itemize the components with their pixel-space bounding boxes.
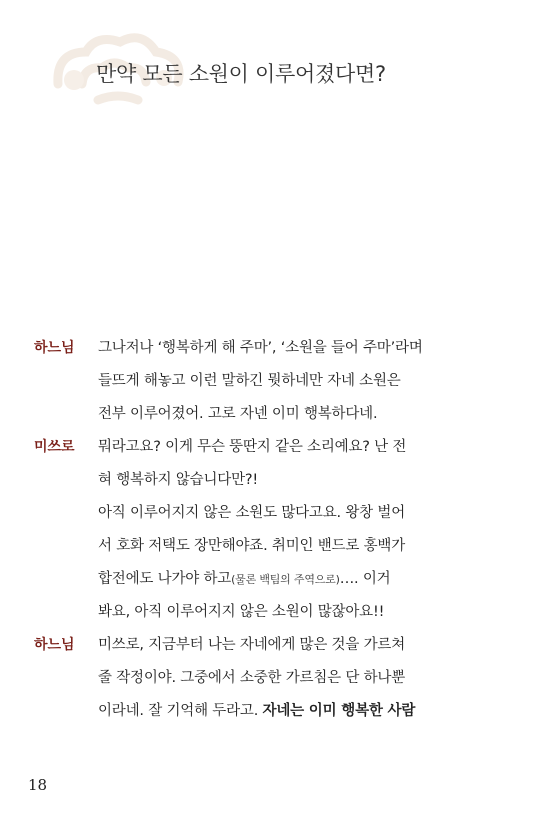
- text-line: 서 호화 저택도 장만해야죠. 취미인 밴드로 홍백가: [98, 538, 406, 554]
- text-line: 뭐라고요? 이게 무슨 뚱딴지 같은 소리예요? 난 전: [98, 439, 407, 455]
- emphasis-text: 자네는 이미 행복한 사람: [262, 703, 416, 719]
- text-line: 미쓰로, 지금부터 나는 자네에게 많은 것을 가르쳐: [98, 637, 406, 653]
- page-number: 18: [28, 776, 48, 794]
- text-segment: 이라네. 잘 기억해 두라고.: [98, 703, 263, 719]
- text-line: 전부 이루어졌어. 고로 자넨 이미 행복하다네.: [98, 406, 378, 422]
- dialogue-turn: [34, 629, 474, 728]
- page-title: 만약 모든 소원이 이루어졌다면?: [96, 62, 386, 86]
- dialogue-turn: [34, 431, 474, 629]
- text-segment: 합전에도 나가야 하고: [98, 571, 232, 587]
- dialogue-turn: [34, 332, 474, 431]
- speaker-label: 하느님: [34, 340, 75, 356]
- dialogue-text: [98, 431, 474, 629]
- text-line: 혀 행복하지 않습니다만?!: [98, 472, 258, 488]
- dialogue: [34, 332, 474, 728]
- speaker-label: 하느님: [34, 637, 75, 653]
- parenthetical-note: (물론 백팀의 주역으로): [231, 573, 340, 586]
- text-line: [98, 563, 474, 596]
- text-line: 줄 작정이야. 그중에서 소중한 가르침은 단 하나뿐: [98, 670, 406, 686]
- text-line: 봐요, 아직 이루어지지 않은 소원이 많잖아요!!: [98, 604, 385, 620]
- text-line: 아직 이루어지지 않은 소원도 많다고요. 왕창 벌어: [98, 505, 406, 521]
- text-segment: …. 이거: [339, 571, 391, 587]
- text-line: [98, 695, 474, 728]
- speaker-label: 미쓰로: [34, 439, 75, 455]
- text-line: 그나저나 ‘행복하게 해 주마’, ‘소원을 들어 주마’라며: [98, 340, 423, 356]
- dialogue-text: [98, 629, 474, 728]
- dialogue-text: [98, 332, 474, 431]
- text-line: 들뜨게 해놓고 이런 말하긴 뭣하네만 자네 소원은: [98, 373, 401, 389]
